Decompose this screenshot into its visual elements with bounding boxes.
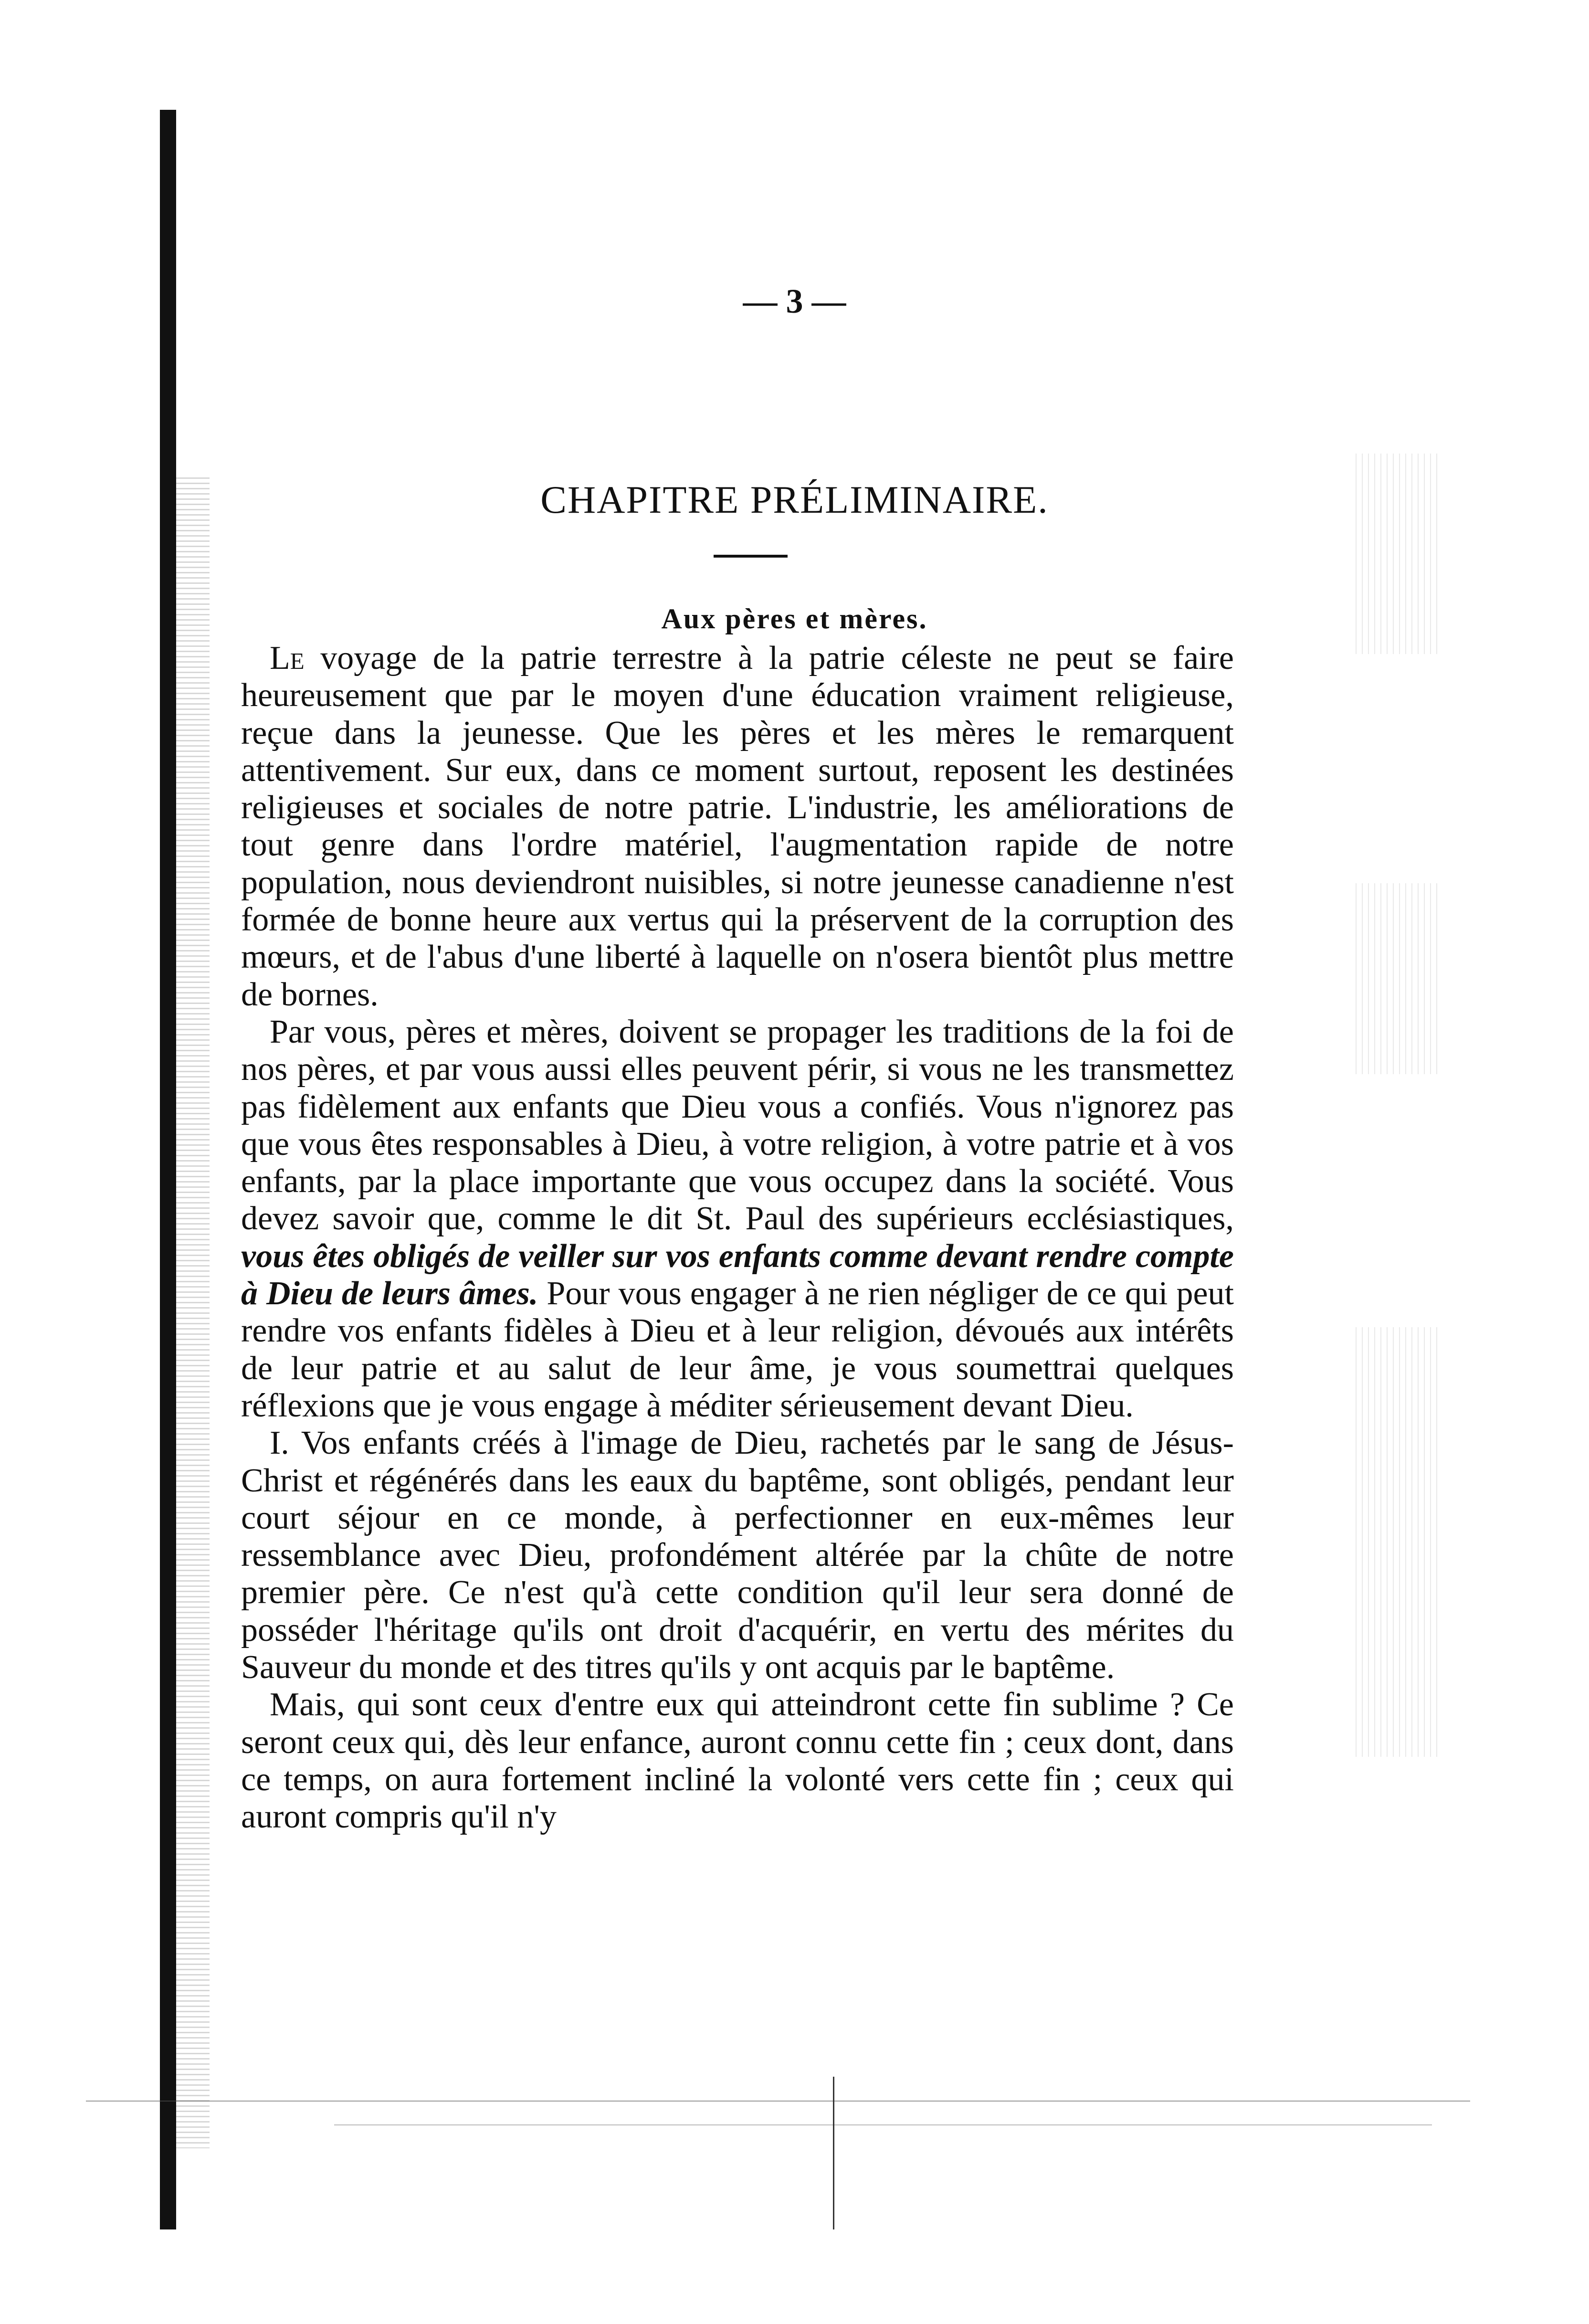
paragraph-4 — [241, 1686, 1234, 1836]
scan-edge-line — [86, 2101, 1470, 2102]
paragraph-3 — [241, 1425, 1234, 1686]
paragraph-4-text: Mais, qui sont ceux d'entre eux qui atteindront cette fin sublime ? Ce seront ceux qui, dès leur enfance, auront connu cette fin ; ceux dont, dans ce temps, on aura fortement incliné la volonté vers cette fin ; ceux qui auront compris qu'il n'y — [241, 1686, 1234, 1836]
scan-crop-mark — [833, 2077, 834, 2229]
scan-noise-right-lower — [1356, 1327, 1442, 1757]
page-number: — 3 — — [743, 282, 846, 320]
title-divider — [714, 555, 788, 558]
paragraph-2-italic-quote: vous êtes obligés de veiller sur vos enfants comme devant rendre compte à Dieu de leurs âmes. — [241, 1237, 1234, 1312]
section-heading: Aux pères et mères. — [661, 603, 928, 634]
paragraph-1-text: voyage de la patrie terrestre à la patrie céleste ne peut se faire heureusement que par le moyen d'une éducation vraiment religieuse, reçue dans la jeunesse. Que les pères et les mères le remarquent attentivement. Sur eux, dans ce moment surtout, reposent les destinées religieuses et sociales de notre patrie. L'industrie, les améliorations de tout genre dans l'ordre matériel, l'augmentation rapide de notre population, nous deviendront nuisibles, si notre jeunesse canadienne n'est formée de bonne heure aux vertus qui la préservent de la corruption des mœurs, et de l'abus d'une liberté à laquelle on n'osera bientôt plus mettre de bornes. — [241, 640, 1234, 1013]
paragraph-2-text-before: Par vous, pères et mères, doivent se propager les traditions de la foi de nos pères, et par vous aussi elles peuvent périr, si vous ne les transmettez pas fidèlement aux enfants que Dieu vous a confiés. Vous n'ignorez pas que vous êtes responsables à Dieu, à votre religion, à votre patrie et à vos enfants, par la place importante que vous occupez dans la société. Vous devez savoir que, comme le dit St. Paul des supérieurs ecclésiastiques, — [241, 1013, 1234, 1237]
paragraph-1 — [241, 640, 1234, 1014]
paragraph-3-text: I. Vos enfants créés à l'image de Dieu, rachetés par le sang de Jésus-Christ et régénérés dans les eaux du baptême, sont obligés, pendant leur court séjour en ce monde, à perfectionner en eux-mêmes leur ressemblance avec Dieu, profondément altérée par la chûte de notre premier père. Ce n'est qu'à cette condition qu'il leur sera donné de posséder l'héritage qu'ils ont droit d'acquérir, en vertu des mérites du Sauveur du monde et des titres qu'ils y ont acquis par le baptême. — [241, 1425, 1234, 1686]
paragraph-2-text-after: Pour vous engager à ne rien négliger de ce qui peut rendre vos enfants fidèles à Dieu et à leur religion, dévoués aux intérêts de leur patrie et au salut de leur âme, je vous soumettrai quelques réflexions que je vous engage à méditer sérieusement devant Dieu. — [241, 1275, 1234, 1424]
paragraph-2 — [241, 1014, 1234, 1425]
scan-noise-right-middle — [1356, 883, 1442, 1074]
dropcap: Le — [270, 640, 305, 676]
book-spine-shadow — [160, 110, 176, 2229]
scan-speckle-left — [176, 477, 210, 2148]
scan-edge-line-secondary — [334, 2124, 1432, 2125]
chapter-title: CHAPITRE PRÉLIMINAIRE. — [540, 478, 1049, 521]
body-text — [241, 640, 1234, 1836]
